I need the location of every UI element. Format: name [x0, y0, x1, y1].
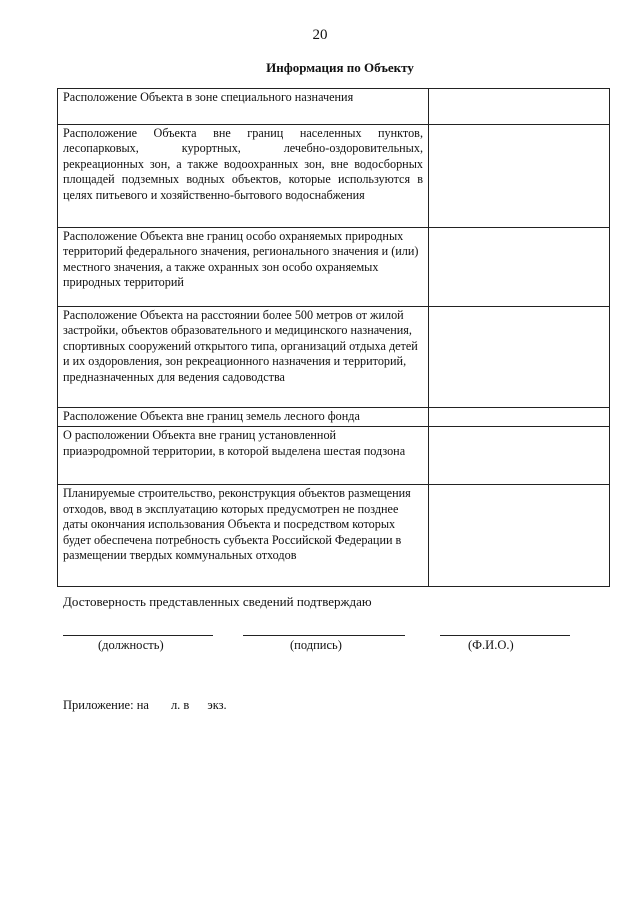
row-value[interactable] — [429, 228, 610, 307]
name-caption: (Ф.И.О.) — [468, 638, 514, 652]
signature-caption: (подпись) — [290, 638, 342, 652]
table-row — [58, 427, 610, 485]
row-label: Расположение Объекта на расстоянии более 500 метров от жилой застройки, объектов образовательного и медицинского назначения, спортивных сооружений открытого типа, организаций отдыха детей и их оздоровления, зон рекреационного назначения и территорий, предназначенных для ведения садоводства — [58, 307, 429, 408]
row-label: Расположение Объекта вне границ земель лесного фонда — [58, 408, 429, 427]
row-value[interactable] — [429, 427, 610, 485]
table-row — [58, 408, 610, 427]
position-line[interactable] — [63, 635, 213, 636]
table-row — [58, 89, 610, 125]
table-row — [58, 485, 610, 587]
appendix-line — [63, 698, 227, 713]
table-row — [58, 307, 610, 408]
row-label: О расположении Объекта вне границ установленной приаэродромной территории, в которой выделена шестая подзона — [58, 427, 429, 485]
name-line[interactable] — [440, 635, 570, 636]
appendix-copies: экз. — [207, 698, 227, 712]
row-value[interactable] — [429, 125, 610, 228]
document-title: Информация по Объекту — [266, 60, 414, 75]
row-label: Планируемые строительство, реконструкция объектов размещения отходов, ввод в эксплуатацию которых предусмотрен не позднее даты окончания использования Объекта и посредством которых будет обеспечена потребность субъекта Российской Федерации в размещении твердых коммунальных отходов — [58, 485, 429, 587]
position-caption: (должность) — [98, 638, 164, 652]
table-row — [58, 125, 610, 228]
table-row — [58, 228, 610, 307]
appendix-prefix: Приложение: на — [63, 698, 149, 712]
row-label: Расположение Объекта вне границ населенных пунктов, лесопарковых, курортных, лечебно-оздоровительных, рекреационных зон, а также водоохранных зон, вне водосборных площадей подземных водных объектов, которые используются в целях питьевого и хозяйственно-бытового водоснабжения — [58, 125, 429, 228]
signature-line[interactable] — [243, 635, 405, 636]
confirmation-statement: Достоверность представленных сведений подтверждаю — [63, 594, 372, 609]
row-label: Расположение Объекта в зоне специального назначения — [58, 89, 429, 125]
row-value[interactable] — [429, 408, 610, 427]
row-label: Расположение Объекта вне границ особо охраняемых природных территорий федерального значения, регионального значения и (или) местного значения, а также охранных зон особо охраняемых природных территорий — [58, 228, 429, 307]
page-number: 20 — [312, 27, 328, 43]
row-value[interactable] — [429, 307, 610, 408]
object-info-table — [57, 88, 610, 587]
appendix-sheets: л. в — [170, 698, 190, 712]
row-value[interactable] — [429, 485, 610, 587]
row-value[interactable] — [429, 89, 610, 125]
